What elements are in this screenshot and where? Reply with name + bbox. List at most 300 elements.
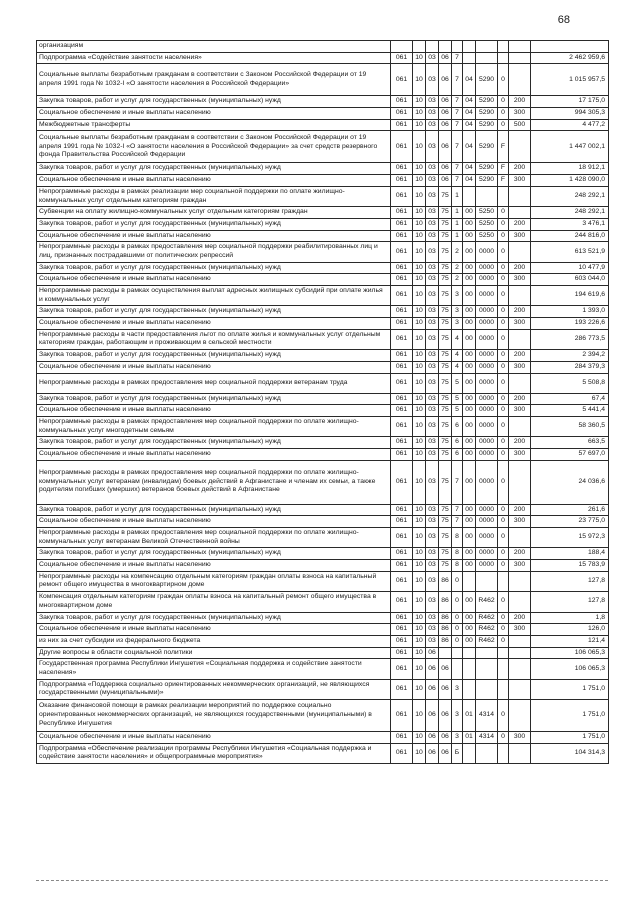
amount-cell: 5 441,4 — [531, 405, 609, 417]
code-cell: R462 — [476, 635, 498, 647]
code-cell: 10 — [413, 504, 426, 516]
row-name-cell: Закупка товаров, работ и услуг для государственных (муниципальных) нужд — [37, 393, 391, 405]
row-name-cell: Компенсация отдельным категориям граждан оплаты взноса на капитальный ремонт общего имущества в многоквартирном доме — [37, 592, 391, 612]
code-cell — [463, 679, 476, 699]
code-cell: 06 — [439, 743, 452, 763]
code-cell: 061 — [391, 242, 413, 262]
code-cell: 0 — [498, 350, 509, 362]
code-cell: 3 — [452, 286, 463, 306]
code-cell: 10 — [413, 659, 426, 679]
code-cell: 00 — [463, 306, 476, 318]
code-cell: 10 — [413, 393, 426, 405]
code-cell: 10 — [413, 108, 426, 120]
code-cell — [498, 41, 509, 53]
code-cell: 10 — [413, 306, 426, 318]
code-cell: 04 — [463, 96, 476, 108]
code-cell: 300 — [509, 274, 531, 286]
code-cell: 3 — [452, 732, 463, 744]
code-cell: 10 — [413, 242, 426, 262]
code-cell: 061 — [391, 218, 413, 230]
amount-cell: 2 462 959,6 — [531, 52, 609, 64]
code-cell: 03 — [426, 207, 439, 219]
table-row — [37, 624, 609, 636]
code-cell: 06 — [426, 700, 439, 732]
code-cell: 10 — [413, 96, 426, 108]
code-cell: 061 — [391, 230, 413, 242]
code-cell: 00 — [463, 361, 476, 373]
code-cell: 86 — [439, 592, 452, 612]
code-cell: 061 — [391, 679, 413, 699]
code-cell: 06 — [439, 659, 452, 679]
code-cell: 300 — [509, 624, 531, 636]
code-cell: 061 — [391, 318, 413, 330]
code-cell: 061 — [391, 108, 413, 120]
code-cell: 061 — [391, 306, 413, 318]
code-cell: 300 — [509, 448, 531, 460]
code-cell: 75 — [439, 350, 452, 362]
code-cell: 5250 — [476, 207, 498, 219]
code-cell: 7 — [452, 504, 463, 516]
code-cell: 0 — [498, 528, 509, 548]
row-name-cell: Социальное обеспечение и иные выплаты населению — [37, 516, 391, 528]
code-cell: 06 — [439, 700, 452, 732]
code-cell — [509, 186, 531, 206]
amount-cell: 193 226,6 — [531, 318, 609, 330]
amount-cell: 1 393,0 — [531, 306, 609, 318]
table-row — [37, 286, 609, 306]
code-cell: 0000 — [476, 350, 498, 362]
table-row — [37, 571, 609, 591]
code-cell — [476, 679, 498, 699]
amount-cell: 15 783,9 — [531, 560, 609, 572]
code-cell: 10 — [413, 592, 426, 612]
code-cell: 0000 — [476, 528, 498, 548]
code-cell: 3 — [452, 679, 463, 699]
code-cell: 0000 — [476, 560, 498, 572]
code-cell — [476, 743, 498, 763]
code-cell: 6 — [452, 448, 463, 460]
amount-cell: 261,6 — [531, 504, 609, 516]
code-cell: 03 — [426, 52, 439, 64]
code-cell: 06 — [426, 732, 439, 744]
table-row — [37, 548, 609, 560]
code-cell: 200 — [509, 504, 531, 516]
row-name-cell: Закупка товаров, работ и услуг для государственных (муниципальных) нужд — [37, 96, 391, 108]
code-cell: 061 — [391, 732, 413, 744]
code-cell: 3 — [452, 306, 463, 318]
code-cell: 10 — [413, 175, 426, 187]
code-cell: 06 — [439, 108, 452, 120]
code-cell: 061 — [391, 437, 413, 449]
row-name-cell: Другие вопросы в области социальной политики — [37, 647, 391, 659]
code-cell — [476, 571, 498, 591]
code-cell: 10 — [413, 516, 426, 528]
code-cell: 0 — [498, 516, 509, 528]
code-cell: 75 — [439, 548, 452, 560]
row-name-cell: Закупка товаров, работ и услуг для государственных (муниципальных) нужд — [37, 163, 391, 175]
code-cell: 061 — [391, 186, 413, 206]
code-cell: 7 — [452, 460, 463, 504]
amount-cell: 248 292,1 — [531, 186, 609, 206]
code-cell: 10 — [413, 528, 426, 548]
code-cell: 061 — [391, 416, 413, 436]
code-cell: 10 — [413, 437, 426, 449]
code-cell: 03 — [426, 624, 439, 636]
code-cell: 75 — [439, 306, 452, 318]
code-cell — [509, 571, 531, 591]
code-cell: 0 — [498, 262, 509, 274]
row-name-cell: Закупка товаров, работ и услуг для государственных (муниципальных) нужд — [37, 612, 391, 624]
code-cell: 03 — [426, 218, 439, 230]
code-cell: 06 — [439, 52, 452, 64]
code-cell: 10 — [413, 329, 426, 349]
code-cell: 00 — [463, 612, 476, 624]
code-cell: 5250 — [476, 218, 498, 230]
amount-cell: 1,8 — [531, 612, 609, 624]
code-cell: 06 — [439, 163, 452, 175]
code-cell: 75 — [439, 528, 452, 548]
code-cell: 3 — [452, 318, 463, 330]
code-cell: 10 — [413, 560, 426, 572]
code-cell: 0 — [498, 548, 509, 560]
code-cell: 300 — [509, 516, 531, 528]
table-row — [37, 41, 609, 53]
code-cell: 03 — [426, 108, 439, 120]
row-name-cell: Закупка товаров, работ и услуг для государственных (муниципальных) нужд — [37, 548, 391, 560]
code-cell: 0 — [498, 700, 509, 732]
code-cell: R462 — [476, 612, 498, 624]
code-cell: 01 — [463, 732, 476, 744]
code-cell — [498, 52, 509, 64]
table-row — [37, 560, 609, 572]
code-cell: 0000 — [476, 416, 498, 436]
code-cell: 00 — [463, 504, 476, 516]
code-cell — [509, 131, 531, 163]
code-cell: 0 — [498, 218, 509, 230]
code-cell: 200 — [509, 163, 531, 175]
table-row — [37, 460, 609, 504]
code-cell: 200 — [509, 393, 531, 405]
code-cell: 0000 — [476, 405, 498, 417]
table-row — [37, 405, 609, 417]
code-cell — [498, 571, 509, 591]
code-cell: 061 — [391, 528, 413, 548]
code-cell: 75 — [439, 361, 452, 373]
code-cell: 4 — [452, 361, 463, 373]
row-name-cell: Социальное обеспечение и иные выплаты населению — [37, 175, 391, 187]
code-cell — [426, 41, 439, 53]
code-cell: 0 — [498, 96, 509, 108]
code-cell: 0 — [498, 635, 509, 647]
code-cell: 7 — [452, 52, 463, 64]
row-name-cell: Непрограммные расходы в рамках предоставления мер социальной поддержки реабилитированных лиц и лиц, признанных пострадавшими от политических репрессий — [37, 242, 391, 262]
table-row — [37, 416, 609, 436]
code-cell: 10 — [413, 230, 426, 242]
code-cell: 3 — [452, 700, 463, 732]
row-name-cell: Подпрограмма «Содействие занятости населения» — [37, 52, 391, 64]
table-row — [37, 274, 609, 286]
code-cell — [509, 64, 531, 96]
amount-cell: 286 773,5 — [531, 329, 609, 349]
code-cell: 10 — [413, 350, 426, 362]
code-cell: 7 — [452, 64, 463, 96]
code-cell: 75 — [439, 373, 452, 393]
code-cell: 00 — [463, 460, 476, 504]
code-cell: 061 — [391, 262, 413, 274]
code-cell: 00 — [463, 437, 476, 449]
code-cell: 7 — [452, 96, 463, 108]
code-cell: 10 — [413, 119, 426, 131]
code-cell: 6 — [452, 437, 463, 449]
code-cell — [476, 41, 498, 53]
code-cell: 75 — [439, 262, 452, 274]
code-cell — [509, 416, 531, 436]
code-cell: 8 — [452, 528, 463, 548]
code-cell: 75 — [439, 230, 452, 242]
table-row — [37, 131, 609, 163]
code-cell: 0 — [498, 242, 509, 262]
code-cell: 00 — [463, 262, 476, 274]
code-cell: 0 — [498, 286, 509, 306]
code-cell: R462 — [476, 624, 498, 636]
table-row — [37, 163, 609, 175]
code-cell: 5290 — [476, 96, 498, 108]
code-cell: 0 — [498, 504, 509, 516]
code-cell: 061 — [391, 373, 413, 393]
code-cell: 0 — [498, 64, 509, 96]
code-cell: 061 — [391, 131, 413, 163]
amount-cell: 121,4 — [531, 635, 609, 647]
row-name-cell: из них за счет субсидии из федерального бюджета — [37, 635, 391, 647]
code-cell: 0 — [498, 460, 509, 504]
table-row — [37, 743, 609, 763]
amount-cell: 106 065,3 — [531, 659, 609, 679]
code-cell: 0 — [498, 592, 509, 612]
code-cell: 5290 — [476, 175, 498, 187]
code-cell: 061 — [391, 516, 413, 528]
table-row — [37, 218, 609, 230]
code-cell: 75 — [439, 437, 452, 449]
code-cell: 10 — [413, 207, 426, 219]
code-cell: 00 — [463, 230, 476, 242]
code-cell: 200 — [509, 96, 531, 108]
row-name-cell: Непрограммные расходы в рамках предоставления мер социальной поддержки по оплате жилищно-коммунальных услуг ветеранам (инвалидам) боевых действий в Афганистане и членам их семьи, а также родителям погибших (умерших) ветеранов боевых действий в Афганистане — [37, 460, 391, 504]
amount-cell: 126,0 — [531, 624, 609, 636]
code-cell: 7 — [452, 516, 463, 528]
code-cell: 00 — [463, 207, 476, 219]
code-cell: 75 — [439, 504, 452, 516]
code-cell: 0 — [452, 571, 463, 591]
code-cell: 03 — [426, 350, 439, 362]
code-cell: 0000 — [476, 548, 498, 560]
code-cell: 86 — [439, 635, 452, 647]
code-cell: 86 — [439, 571, 452, 591]
code-cell: 0 — [498, 207, 509, 219]
code-cell — [463, 571, 476, 591]
code-cell — [463, 52, 476, 64]
code-cell — [509, 286, 531, 306]
code-cell: 03 — [426, 437, 439, 449]
code-cell: 03 — [426, 286, 439, 306]
code-cell: 0000 — [476, 460, 498, 504]
row-name-cell: Социальное обеспечение и иные выплаты населению — [37, 732, 391, 744]
code-cell: 5250 — [476, 230, 498, 242]
code-cell: 300 — [509, 361, 531, 373]
amount-cell: 1 751,0 — [531, 700, 609, 732]
code-cell: 00 — [463, 405, 476, 417]
code-cell: 75 — [439, 448, 452, 460]
amount-cell: 18 912,1 — [531, 163, 609, 175]
table-row — [37, 207, 609, 219]
table-row — [37, 318, 609, 330]
table-row — [37, 64, 609, 96]
code-cell: 0 — [498, 318, 509, 330]
code-cell: 061 — [391, 361, 413, 373]
row-name-cell: Закупка товаров, работ и услуг для государственных (муниципальных) нужд — [37, 262, 391, 274]
code-cell: 10 — [413, 186, 426, 206]
code-cell: 00 — [463, 242, 476, 262]
table-row — [37, 516, 609, 528]
amount-cell: 23 775,0 — [531, 516, 609, 528]
code-cell: 03 — [426, 230, 439, 242]
code-cell — [498, 659, 509, 679]
code-cell: 00 — [463, 528, 476, 548]
table-row — [37, 108, 609, 120]
row-name-cell: Субвенции на оплату жилищно-коммунальных услуг отдельным категориям граждан — [37, 207, 391, 219]
code-cell: 00 — [463, 635, 476, 647]
code-cell: 061 — [391, 119, 413, 131]
code-cell: 0 — [452, 624, 463, 636]
code-cell: 10 — [413, 318, 426, 330]
amount-cell: 248 292,1 — [531, 207, 609, 219]
code-cell: 5290 — [476, 163, 498, 175]
amount-cell: 188,4 — [531, 548, 609, 560]
code-cell: 4 — [452, 350, 463, 362]
code-cell — [509, 52, 531, 64]
code-cell — [509, 647, 531, 659]
amount-cell: 1 428 090,0 — [531, 175, 609, 187]
code-cell: 10 — [413, 274, 426, 286]
code-cell: 03 — [426, 373, 439, 393]
row-name-cell: Закупка товаров, работ и услуг для государственных (муниципальных) нужд — [37, 350, 391, 362]
code-cell: 75 — [439, 207, 452, 219]
code-cell: 75 — [439, 416, 452, 436]
table-row — [37, 528, 609, 548]
row-name-cell: Межбюджетные трансферты — [37, 119, 391, 131]
row-name-cell: организациям — [37, 41, 391, 53]
code-cell: 0 — [452, 635, 463, 647]
code-cell: 061 — [391, 571, 413, 591]
code-cell: 0000 — [476, 393, 498, 405]
row-name-cell: Закупка товаров, работ и услуг для государственных (муниципальных) нужд — [37, 437, 391, 449]
row-name-cell: Социальное обеспечение и иные выплаты населению — [37, 361, 391, 373]
code-cell: 10 — [413, 635, 426, 647]
row-name-cell: Государственная программа Республики Ингушетия «Социальная поддержка и содействие занятости населения» — [37, 659, 391, 679]
code-cell: 06 — [426, 743, 439, 763]
code-cell: 10 — [413, 448, 426, 460]
code-cell: 0 — [498, 624, 509, 636]
code-cell: 03 — [426, 175, 439, 187]
table-row — [37, 230, 609, 242]
code-cell: 04 — [463, 119, 476, 131]
code-cell: 061 — [391, 448, 413, 460]
table-row — [37, 612, 609, 624]
row-name-cell: Непрограммные расходы в рамках предоставления мер социальной поддержки по оплате жилищно-коммунальных услуг многодетным семьям — [37, 416, 391, 436]
code-cell: 061 — [391, 504, 413, 516]
code-cell: 4314 — [476, 700, 498, 732]
code-cell: 03 — [426, 262, 439, 274]
code-cell: 300 — [509, 732, 531, 744]
code-cell — [509, 635, 531, 647]
code-cell: 10 — [413, 405, 426, 417]
table-row — [37, 262, 609, 274]
code-cell — [439, 647, 452, 659]
code-cell — [498, 647, 509, 659]
code-cell — [509, 41, 531, 53]
code-cell: 0000 — [476, 373, 498, 393]
code-cell: 03 — [426, 119, 439, 131]
code-cell — [452, 41, 463, 53]
code-cell: 0 — [498, 393, 509, 405]
code-cell: 03 — [426, 516, 439, 528]
table-row — [37, 186, 609, 206]
code-cell: 06 — [439, 679, 452, 699]
row-name-cell: Социальное обеспечение и иные выплаты населению — [37, 624, 391, 636]
code-cell: Б — [452, 743, 463, 763]
code-cell: 061 — [391, 163, 413, 175]
code-cell: 061 — [391, 560, 413, 572]
code-cell: 200 — [509, 218, 531, 230]
code-cell: 75 — [439, 516, 452, 528]
budget-table — [36, 40, 609, 764]
amount-cell: 58 360,5 — [531, 416, 609, 436]
code-cell: 0 — [498, 560, 509, 572]
code-cell: 03 — [426, 548, 439, 560]
amount-cell: 1 015 957,5 — [531, 64, 609, 96]
code-cell — [498, 186, 509, 206]
amount-cell: 244 816,0 — [531, 230, 609, 242]
code-cell — [509, 329, 531, 349]
code-cell: 10 — [413, 286, 426, 306]
code-cell: F — [498, 175, 509, 187]
code-cell: 10 — [413, 218, 426, 230]
code-cell: 8 — [452, 548, 463, 560]
row-name-cell: Непрограммные расходы в рамках осуществления выплат адресных жилищных субсидий при оплате жилья и коммунальных услуг — [37, 286, 391, 306]
code-cell — [509, 592, 531, 612]
table-row — [37, 635, 609, 647]
code-cell: 8 — [452, 560, 463, 572]
code-cell: 0 — [498, 448, 509, 460]
code-cell: 10 — [413, 624, 426, 636]
code-cell: 7 — [452, 131, 463, 163]
code-cell: 00 — [463, 416, 476, 436]
code-cell: 10 — [413, 571, 426, 591]
code-cell: 7 — [452, 175, 463, 187]
code-cell: 06 — [426, 679, 439, 699]
code-cell — [463, 41, 476, 53]
code-cell: 2 — [452, 242, 463, 262]
code-cell: 300 — [509, 175, 531, 187]
row-name-cell: Социальные выплаты безработным гражданам в соответствии с Законом Российской Федерации от 19 апреля 1991 года № 1032-I «О занятости населения в Российской Федерации» за счет средств резервного фонда Правительства Российской Федерации — [37, 131, 391, 163]
code-cell: 75 — [439, 560, 452, 572]
code-cell: 7 — [452, 163, 463, 175]
table-row — [37, 592, 609, 612]
code-cell: 300 — [509, 405, 531, 417]
table-row — [37, 393, 609, 405]
code-cell: 0 — [498, 306, 509, 318]
code-cell: 03 — [426, 612, 439, 624]
code-cell: 0000 — [476, 286, 498, 306]
